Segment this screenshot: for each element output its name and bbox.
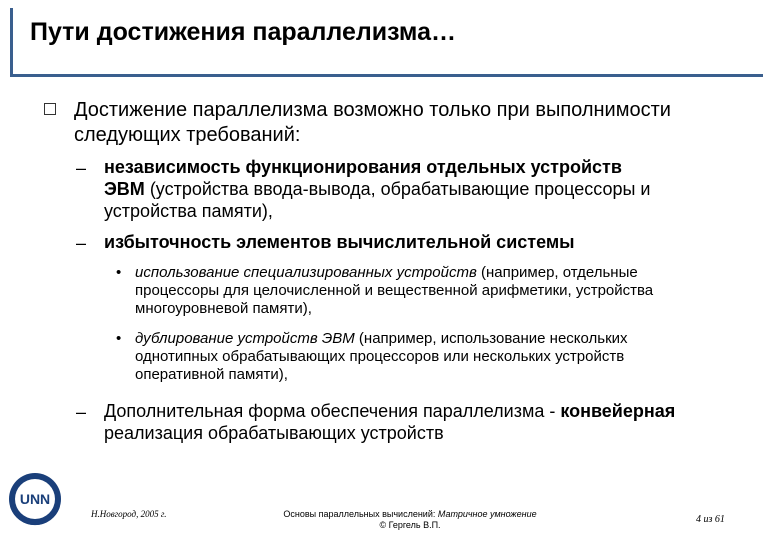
sub-point-specialized [135,264,715,318]
requirement-independence-bold: независимость функционирования отдельных устройств ЭВМ [104,157,622,199]
footer-course-prefix: Основы параллельных вычислений: [283,509,438,519]
requirement-redundancy-bold: избыточность элементов вычислительной системы [104,232,575,252]
requirement-independence [104,156,664,222]
dash-bullet: – [76,233,87,253]
footer-copyright: © Гергель В.П. [379,520,441,530]
dash-bullet: – [76,158,87,178]
slide-title: Пути достижения параллелизма… [30,18,457,46]
requirement-pipeline-rest: реализация обрабатывающих устройств [104,423,444,443]
logo-text: UNN [19,491,51,507]
footer-page-number: 4 из 61 [696,514,725,525]
requirement-independence-rest: (устройства ввода-вывода, обрабатывающие процессоры и устройства памяти), [104,179,651,221]
dash-bullet: – [76,402,87,422]
requirement-pipeline-pre: Дополнительная форма обеспечения параллелизма - [104,401,561,421]
sub-point-duplication-italic: дублирование устройств ЭВМ [135,330,355,347]
main-point: Достижение параллелизма возможно только при выполнимости следующих требований: [74,99,671,146]
dot-bullet: • [116,330,122,347]
requirement-pipeline-bold: конвейерная [560,401,676,421]
footer-city-year: Н.Новгород, 2005 г. [91,509,167,519]
sub-point-specialized-italic: использование специализированных устройств [135,264,477,281]
sub-point-duplication [135,330,695,384]
requirement-pipeline [104,400,684,444]
square-bullet-icon [44,103,56,115]
footer-course [240,509,580,531]
university-logo-icon [6,470,64,528]
requirement-redundancy [104,231,704,253]
dot-bullet: • [116,264,122,281]
footer-course-topic: Матричное умножение [437,509,537,519]
sub-point-duplication-rest: (например, использование нескольких однотипных обрабатывающих процессоров или нескольких устройств оперативной памяти), [135,330,628,383]
sub-point-specialized-rest: (например, отдельные процессоры для целочисленной и вещественной арифметики, устройства многоуровневой памяти), [135,264,654,317]
